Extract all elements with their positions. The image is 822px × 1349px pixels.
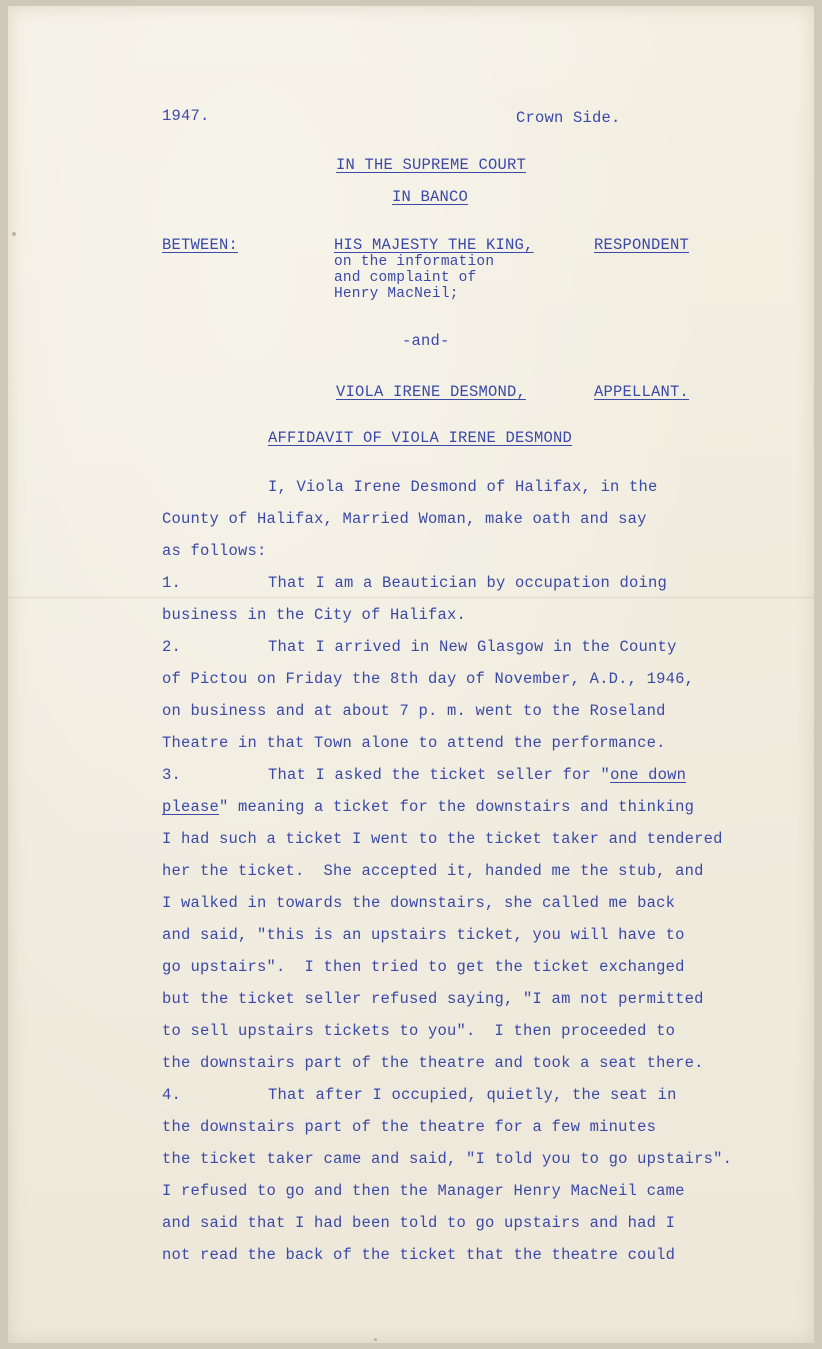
paragraph-line: Theatre in that Town alone to attend the performance. (162, 734, 666, 752)
respondent-detail: on the information (334, 254, 495, 270)
paper-spot (374, 1338, 377, 1341)
paragraph-line: the ticket taker came and said, "I told you to go upstairs". (162, 1150, 733, 1168)
paragraph-line: to sell upstairs tickets to you". I then proceeded to (162, 1022, 676, 1040)
court-name: IN THE SUPREME COURT (336, 156, 527, 174)
appellant-role: APPELLANT. (594, 383, 690, 401)
paragraph-line: and said that I had been told to go upstairs and had I (162, 1214, 676, 1232)
paragraph-line: her the ticket. She accepted it, handed me the stub, and (162, 862, 704, 880)
paragraph-number: 4. (162, 1086, 182, 1104)
paragraph-line: I had such a ticket I went to the ticket taker and tendered (162, 830, 723, 848)
and-separator: -and- (402, 332, 450, 350)
paragraph-number: 2. (162, 638, 182, 656)
paragraph-line: please" meaning a ticket for the downstairs and thinking (162, 798, 695, 816)
affidavit-title: AFFIDAVIT OF VIOLA IRENE DESMOND (268, 429, 573, 447)
intro-line: I, Viola Irene Desmond of Halifax, in the (268, 478, 658, 496)
respondent-detail: and complaint of (334, 270, 477, 286)
paragraph-line: That after I occupied, quietly, the seat in (268, 1086, 677, 1104)
paper-fold (8, 596, 814, 599)
year: 1947. (162, 107, 210, 125)
respondent-detail: Henry MacNeil; (334, 286, 459, 302)
intro-line: County of Halifax, Married Woman, make oath and say (162, 510, 647, 528)
court-side: Crown Side. (516, 109, 621, 127)
paragraph-line: not read the back of the ticket that the theatre could (162, 1246, 676, 1264)
paragraph-number: 3. (162, 766, 182, 784)
court-division: IN BANCO (392, 188, 469, 206)
intro-line: as follows: (162, 542, 267, 560)
appellant-name: VIOLA IRENE DESMOND, (336, 383, 527, 401)
paper-spot (12, 232, 16, 236)
paragraph-line: business in the City of Halifax. (162, 606, 467, 624)
respondent-name: HIS MAJESTY THE KING, (334, 236, 534, 254)
paragraph-line: on business and at about 7 p. m. went to the Roseland (162, 702, 666, 720)
paragraph-line: of Pictou on Friday the 8th day of November, A.D., 1946, (162, 670, 695, 688)
paragraph-line: I walked in towards the downstairs, she called me back (162, 894, 676, 912)
paragraph-line: and said, "this is an upstairs ticket, you will have to (162, 926, 685, 944)
paragraph-line: That I arrived in New Glasgow in the County (268, 638, 677, 656)
paragraph-line: go upstairs". I then tried to get the ticket exchanged (162, 958, 685, 976)
paragraph-number: 1. (162, 574, 182, 592)
paragraph-line: That I asked the ticket seller for "one down (268, 766, 687, 784)
paragraph-line: the downstairs part of the theatre for a few minutes (162, 1118, 657, 1136)
respondent-role: RESPONDENT (594, 236, 690, 254)
paragraph-line: but the ticket seller refused saying, "I am not permitted (162, 990, 704, 1008)
paragraph-line: I refused to go and then the Manager Henry MacNeil came (162, 1182, 685, 1200)
between-label: BETWEEN: (162, 236, 239, 254)
paragraph-line: That I am a Beautician by occupation doing (268, 574, 668, 592)
paragraph-line: the downstairs part of the theatre and took a seat there. (162, 1054, 704, 1072)
